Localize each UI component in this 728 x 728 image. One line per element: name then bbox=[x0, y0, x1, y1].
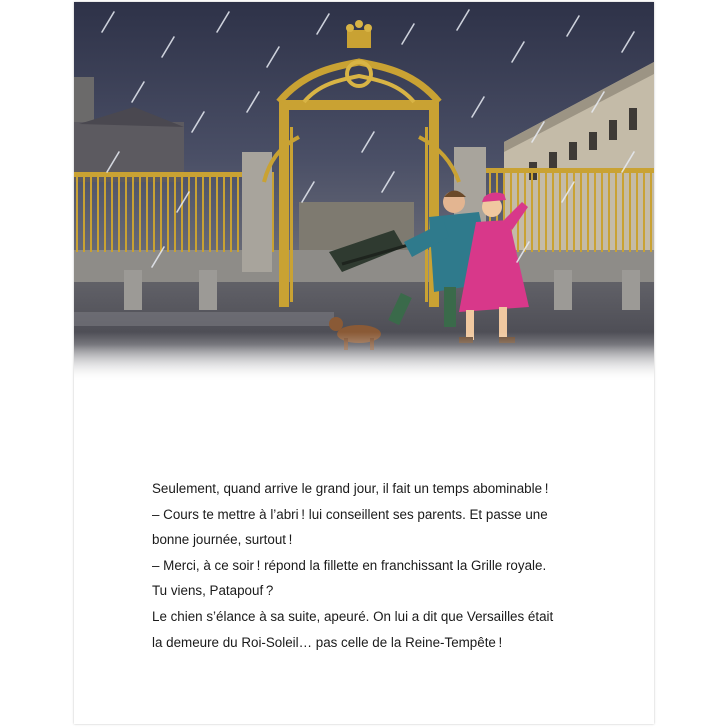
story-text bbox=[152, 476, 582, 655]
story-line: bonne journée, surtout ! bbox=[152, 532, 293, 548]
story-line: – Merci, à ce soir ! répond la fillette en franchissant la Grille royale. bbox=[152, 557, 547, 573]
book-page bbox=[74, 2, 654, 724]
illustration-svg bbox=[74, 2, 654, 382]
story-line: la demeure du Roi-Soleil… pas celle de la Reine-Tempête ! bbox=[152, 634, 503, 650]
story-line: Seulement, quand arrive le grand jour, il fait un temps abominable ! bbox=[152, 481, 549, 496]
story-line: – Cours te mettre à l’abri ! lui conseillent ses parents. Et passe une bbox=[152, 506, 548, 522]
story-line: Tu viens, Patapouf ? bbox=[152, 583, 274, 599]
illustration-versailles-royal-gate bbox=[74, 2, 654, 382]
crown-ornament bbox=[347, 30, 371, 48]
story-line: Le chien s’élance à sa suite, apeuré. On lui a dit que Versailles était bbox=[152, 608, 554, 624]
